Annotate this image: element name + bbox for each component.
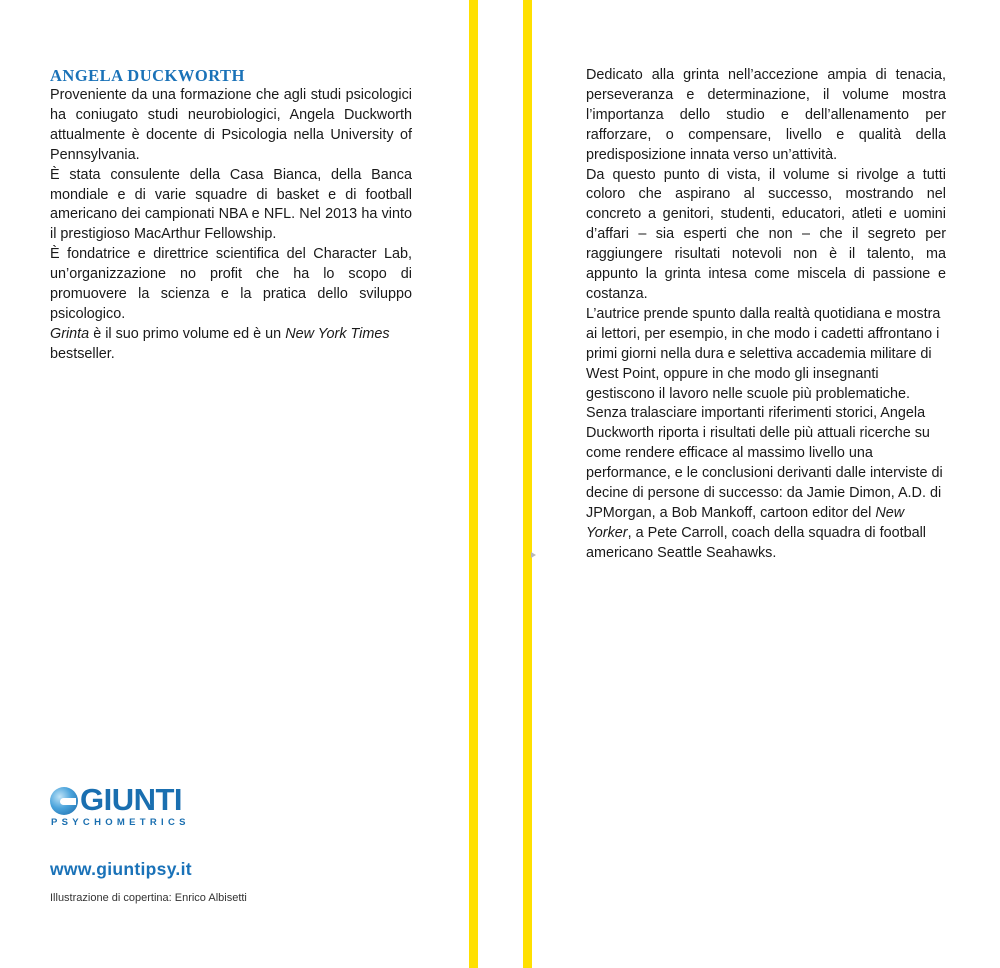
blurb-paragraph-3-end: , a Pete Carroll, coach della squadra di football americano Seattle Seahawks.: [586, 524, 926, 561]
fold-line-left: [469, 0, 478, 968]
newspaper-title: New York Times: [285, 325, 390, 342]
logo-wordmark: GIUNTI: [80, 782, 183, 817]
fold-line-right: [523, 0, 532, 968]
bio-paragraph-4-text: è il suo primo volume ed è un: [89, 325, 286, 342]
cover-credit: Illustrazione di copertina: Enrico Albisetti: [50, 892, 247, 904]
magazine-title: New Yorker: [586, 504, 905, 541]
blurb-paragraph-3-text: L’autrice prende spunto dalla realtà quotidiana e mostra ai lettori, per esempio, in che modo i cadetti affrontano i primi giorni nella dura e selettiva accademia militare di West Point, oppure in che modo gli insegnanti gestiscono il lavoro nelle scuole più problematiche. Senza tralasciare importanti riferimenti storici, Angela Duckworth riporta i risultati delle più attuali ricerche su come rendere efficace al massimo livello una performance, e le conclusioni derivanti dalle interviste di decine di persone di successo: da Jamie Dimon, A.D. di JPMorgan, a Bob Mankoff, cartoon editor del: [586, 305, 943, 521]
logo-subtitle: PSYCHOMETRICS: [51, 817, 190, 828]
author-name: ANGELA DUCKWORTH: [50, 66, 245, 85]
bio-paragraph-4: [50, 325, 412, 365]
bio-paragraph-4-end: bestseller.: [50, 345, 115, 362]
author-bio-flap: [50, 66, 412, 365]
blurb-paragraph-1: Dedicato alla grinta nell’accezione ampia di tenacia, perseveranza e determinazione, il volume mostra l’importanza dello studio e dell’allenamento per rafforzare, o compensare, livello e qualità della predisposizione innata verso un’attività.: [586, 67, 946, 163]
book-blurb-flap: [586, 66, 946, 564]
bio-paragraph-2: È stata consulente della Casa Bianca, della Banca mondiale e di varie squadre di basket e di football americano dei campionati NBA e NFL. Nel 2013 ha vinto il prestigioso MacArthur Fellowship.: [50, 166, 412, 243]
fold-mark: [531, 552, 536, 558]
blurb-paragraph-2: Da questo punto di vista, il volume si rivolge a tutti coloro che aspirano al successo, mostrando nel concreto a genitori, studenti, educatori, atleti e uomini d’affari – sia esperti che non – che il segreto per raggiungere risultati notevoli non è il talento, ma appunto la grinta intesa come miscela di passione e costanza.: [586, 166, 946, 302]
globe-icon: [50, 787, 78, 815]
publisher-website: www.giuntipsy.it: [50, 859, 192, 879]
bio-paragraph-1: Proveniente da una formazione che agli studi psicologici ha coniugato studi neurobiologici, Angela Duckworth attualmente è docente di Psicologia nella University of Pennsylvania.: [50, 87, 412, 163]
bio-paragraph-3: È fondatrice e direttrice scientifica del Character Lab, un’organizzazione no profit che ha lo scopo di promuovere la scienza e la pratica dello sviluppo psicologico.: [50, 246, 412, 322]
blurb-paragraph-3: [586, 305, 946, 564]
publisher-logo: [50, 782, 210, 830]
book-title: Grinta: [50, 325, 90, 342]
